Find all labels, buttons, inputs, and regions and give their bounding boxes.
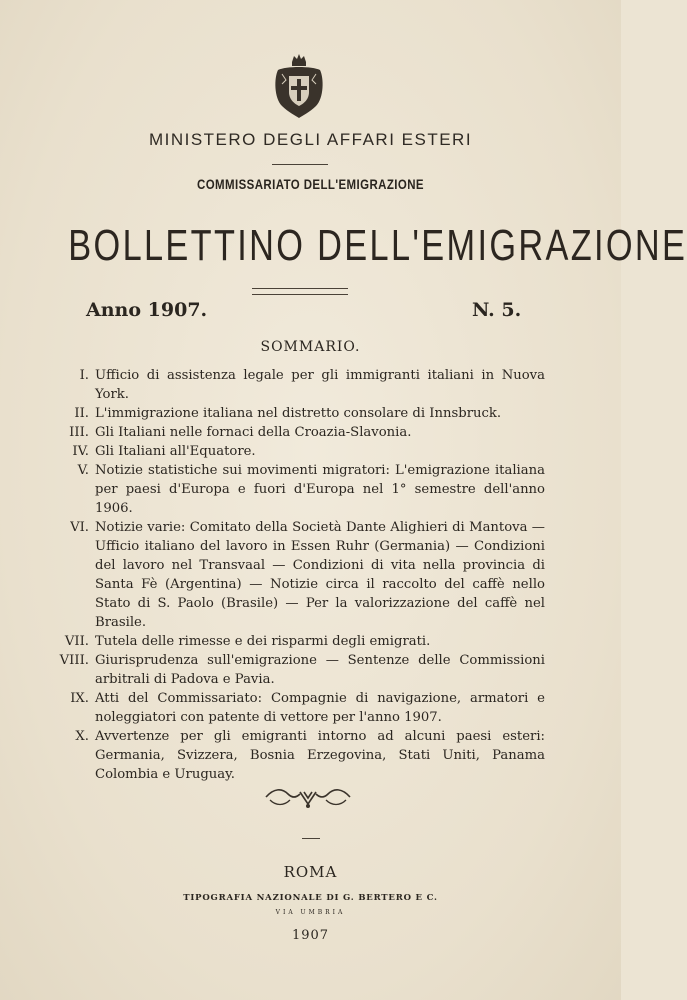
toc-entry	[0, 632, 621, 651]
toc-entry-number: II.	[74, 406, 89, 421]
toc-entry-text: Tutela delle rimesse e dei risparmi degli emigrati.	[95, 634, 431, 649]
toc-entry-text: Ufficio di assistenza legale per gli immigranti italiani in Nuova York.	[95, 368, 545, 402]
toc-entry	[0, 442, 621, 461]
toc-entry-number: III.	[69, 425, 89, 440]
publication-title: BOLLETTINO DELL'EMIGRAZIONE	[68, 221, 687, 270]
toc-entry-text: Giurisprudenza sull'emigrazione — Sentenze delle Commissioni arbitrali di Padova e Pavia.	[95, 653, 545, 687]
toc-entry	[0, 404, 621, 423]
table-of-contents	[0, 366, 621, 784]
double-divider-rule	[252, 288, 348, 295]
ornament-flourish-icon	[262, 784, 354, 810]
toc-entry	[0, 461, 621, 518]
toc-entry-number: VI.	[70, 520, 89, 535]
toc-entry-text: Atti del Commissariato: Compagnie di navigazione, armatori e noleggiatori con patente di vettore per l'anno 1907.	[95, 691, 545, 725]
toc-entry	[0, 366, 621, 404]
toc-entry	[0, 727, 621, 784]
toc-entry-number: VII.	[64, 634, 89, 649]
toc-entry-number: V.	[77, 463, 89, 478]
toc-entry-text: Gli Italiani nelle fornaci della Croazia-Slavonia.	[95, 425, 412, 440]
toc-entry-number: IV.	[72, 444, 89, 459]
toc-entry-text: Notizie varie: Comitato della Società Dante Alighieri di Mantova — Ufficio italiano del lavoro in Essen Ruhr (Germania) — Condizioni del lavoro nel Transvaal — Condizioni di vita nella provincia di Santa Fè (Argentina) — Notizie circa il raccolto del caffè nello Stato di S. Paolo (Brasile) — Per la valorizzazione del caffè nel Brasile.	[95, 520, 545, 630]
printer-name: TIPOGRAFIA NAZIONALE DI G. BERTERO E C.	[183, 893, 438, 903]
toc-entry-text: Avvertenze per gli emigranti intorno ad alcuni paesi esteri: Germania, Svizzera, Bosnia Erzegovina, Stati Uniti, Panama Colombia e Uruguay.	[95, 729, 545, 782]
toc-entry-number: VIII.	[59, 653, 89, 668]
printer-street: VIA UMBRIA	[275, 909, 346, 916]
toc-entry-number: X.	[75, 729, 89, 744]
publication-city: ROMA	[283, 863, 338, 881]
toc-entry	[0, 423, 621, 442]
royal-crest-icon	[272, 54, 326, 120]
contents-heading: SOMMARIO.	[260, 339, 361, 355]
publication-year: 1907	[291, 928, 330, 943]
toc-entry-number: IX.	[70, 691, 89, 706]
toc-entry-text: Gli Italiani all'Equatore.	[95, 444, 256, 459]
issue-year: Anno 1907.	[86, 299, 208, 321]
toc-entry-number: I.	[79, 368, 89, 383]
issue-number: N. 5.	[472, 299, 522, 321]
divider-rule	[272, 164, 328, 165]
toc-entry	[0, 518, 621, 632]
commissariato-name: COMMISSARIATO DELL'EMIGRAZIONE	[197, 176, 424, 192]
toc-entry-text: L'immigrazione italiana nel distretto consolare di Innsbruck.	[95, 406, 502, 421]
toc-entry	[0, 651, 621, 689]
ministry-name: MINISTERO DEGLI AFFARI ESTERI	[148, 130, 473, 149]
divider-rule	[302, 838, 320, 839]
toc-entry	[0, 689, 621, 727]
toc-entry-text: Notizie statistiche sui movimenti migratori: L'emigrazione italiana per paesi d'Europa e fuori d'Europa nel 1° semestre dell'anno 1906.	[95, 463, 545, 516]
